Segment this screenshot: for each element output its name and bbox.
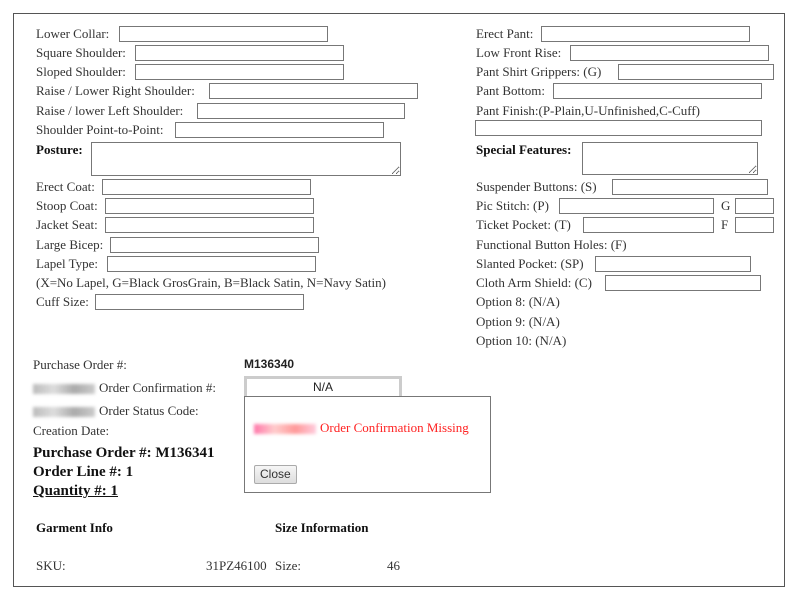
lapel-note: (X=No Lapel, G=Black GrosGrain, B=Black Satin, N=Navy Satin) (36, 275, 386, 290)
erect-pant-label: Erect Pant: (476, 26, 534, 41)
jacket-seat-label: Jacket Seat: (36, 217, 98, 232)
stoop-coat-input[interactable] (105, 198, 314, 214)
shoulder-p2p-input[interactable] (175, 122, 384, 138)
slanted-pocket-label: Slanted Pocket: (SP) (476, 256, 584, 271)
garment-info-heading: Garment Info (36, 520, 113, 535)
status-row (33, 403, 199, 419)
erect-coat-label: Erect Coat: (36, 179, 95, 194)
stoop-coat-label: Stoop Coat: (36, 198, 98, 213)
pant-bottom-input[interactable] (553, 83, 762, 99)
raise-left-shoulder-input[interactable] (197, 103, 405, 119)
lower-collar-input[interactable] (119, 26, 328, 42)
lapel-type-input[interactable] (107, 256, 316, 272)
redacted-name (33, 407, 95, 417)
suspender-buttons-input[interactable] (612, 179, 768, 195)
cuff-size-input[interactable] (95, 294, 304, 310)
pic-stitch-g-label: G (721, 198, 731, 213)
order-line: Order Line #: 1 (33, 464, 134, 480)
pant-finish-input[interactable] (475, 120, 762, 136)
raise-right-shoulder-label: Raise / Lower Right Shoulder: (36, 83, 195, 98)
redacted-name (33, 384, 95, 394)
sku-value: 31PZ46100 (206, 558, 267, 573)
pic-stitch-input[interactable] (559, 198, 714, 214)
confirmation-value: N/A (244, 376, 402, 396)
ticket-pocket-input[interactable] (583, 217, 714, 233)
po-value: M136340 (244, 357, 295, 371)
low-front-rise-input[interactable] (570, 45, 769, 61)
option-8-label: Option 8: (N/A) (476, 294, 560, 309)
jacket-seat-input[interactable] (105, 217, 314, 233)
posture-label: Posture: (36, 142, 83, 157)
dialog-message-row (254, 420, 469, 436)
pant-shirt-grippers-label: Pant Shirt Grippers: (G) (476, 64, 602, 79)
creation-date-label: Creation Date: (33, 423, 110, 438)
sloped-shoulder-input[interactable] (135, 64, 344, 80)
pic-stitch-label: Pic Stitch: (P) (476, 198, 549, 213)
large-bicep-input[interactable] (110, 237, 319, 253)
shoulder-p2p-label: Shoulder Point-to-Point: (36, 122, 164, 137)
redacted-name (254, 424, 316, 434)
raise-right-shoulder-input[interactable] (209, 83, 418, 99)
ticket-pocket-f-label: F (721, 217, 729, 232)
confirmation-row (33, 380, 216, 396)
pant-bottom-label: Pant Bottom: (476, 83, 545, 98)
special-features-label: Special Features: (476, 142, 572, 157)
quantity: Quantity #: 1 (33, 483, 119, 499)
slanted-pocket-input[interactable] (595, 256, 751, 272)
lower-collar-label: Lower Collar: (36, 26, 110, 41)
raise-left-shoulder-label: Raise / lower Left Shoulder: (36, 103, 184, 118)
sloped-shoulder-label: Sloped Shoulder: (36, 64, 126, 79)
size-value: 46 (387, 558, 400, 573)
status-label: Order Status Code: (99, 403, 199, 418)
size-label: Size: (275, 558, 301, 573)
option-9-label: Option 9: (N/A) (476, 314, 560, 329)
functional-button-holes-label: Functional Button Holes: (F) (476, 237, 627, 252)
suspender-buttons-label: Suspender Buttons: (S) (476, 179, 597, 194)
dialog-message: Order Confirmation Missing (320, 420, 469, 435)
pant-shirt-grippers-input[interactable] (618, 64, 774, 80)
size-info-heading: Size Information (275, 520, 369, 535)
low-front-rise-label: Low Front Rise: (476, 45, 562, 60)
pant-finish-label: Pant Finish:(P-Plain,U-Unfinished,C-Cuff) (476, 103, 701, 118)
erect-coat-input[interactable] (102, 179, 311, 195)
cloth-arm-shield-input[interactable] (605, 275, 761, 291)
large-bicep-label: Large Bicep: (36, 237, 104, 252)
po-label: Purchase Order #: (33, 357, 127, 372)
special-features-textarea[interactable] (582, 142, 758, 175)
posture-textarea[interactable] (91, 142, 401, 176)
square-shoulder-input[interactable] (135, 45, 344, 61)
sku-label: SKU: (36, 558, 66, 573)
cuff-size-label: Cuff Size: (36, 294, 89, 309)
confirmation-label: Order Confirmation #: (99, 380, 216, 395)
close-button[interactable]: Close (254, 465, 297, 484)
cloth-arm-shield-label: Cloth Arm Shield: (C) (476, 275, 592, 290)
option-10-label: Option 10: (N/A) (476, 333, 567, 348)
erect-pant-input[interactable] (541, 26, 750, 42)
ticket-pocket-f-input[interactable] (735, 217, 774, 233)
ticket-pocket-label: Ticket Pocket: (T) (476, 217, 571, 232)
pic-stitch-g-input[interactable] (735, 198, 774, 214)
lapel-type-label: Lapel Type: (36, 256, 99, 271)
confirmation-missing-dialog (244, 396, 491, 493)
square-shoulder-label: Square Shoulder: (36, 45, 126, 60)
po-heading: Purchase Order #: M136341 (33, 445, 215, 461)
